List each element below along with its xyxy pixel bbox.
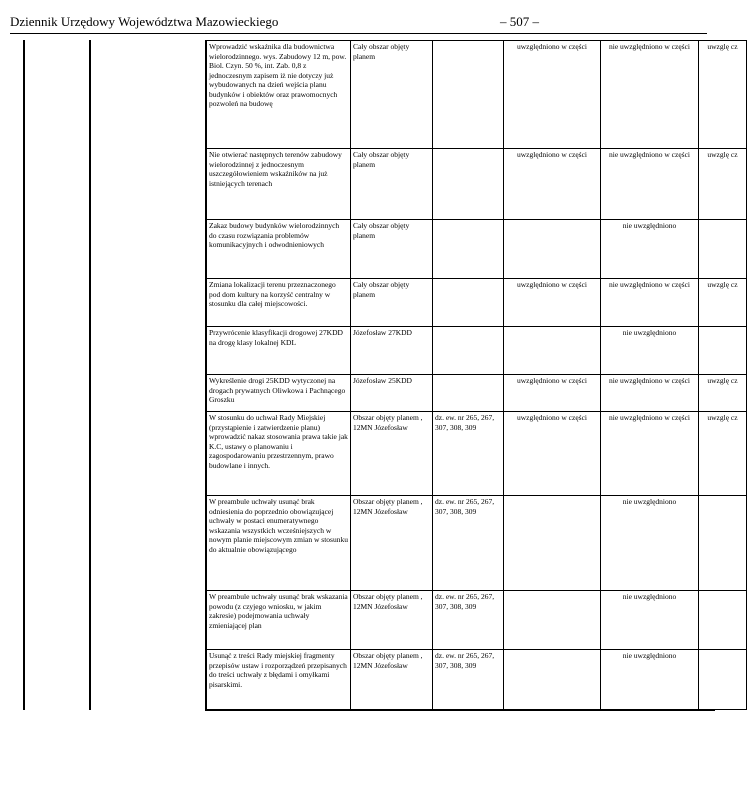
final-decision: uwzglę cz	[699, 279, 747, 327]
comment-area: Józefosław 27KDD	[351, 327, 433, 375]
comment-parcel	[433, 327, 504, 375]
comment-area: Obszar objęty planem , 12MN Józefosław	[351, 650, 433, 710]
comment-area: Józefosław 25KDD	[351, 375, 433, 412]
final-decision: uwzglę cz	[699, 375, 747, 412]
mayor-decision: uwzględniono w części	[504, 412, 601, 496]
final-decision: uwzglę cz	[699, 41, 747, 149]
comment-description: Usunąć z treści Rady miejskiej fragmenty przepisów ustaw i rozporządzeń przepisanych do treści uchwały z błędami i omyłkami pisarskimi.	[207, 650, 351, 710]
table-row	[207, 41, 747, 149]
final-decision: uwzglę cz	[699, 149, 747, 220]
comment-parcel	[433, 220, 504, 279]
comment-parcel: dz. ew. nr 265, 267, 307, 308, 309	[433, 496, 504, 591]
table-row	[207, 650, 747, 710]
comment-area: Obszar objęty planem , 12MN Józefosław	[351, 496, 433, 591]
comment-description: W stosunku do uchwał Rady Miejskiej (przystąpienie i zatwierdzenie planu) wprowadzić nakaz stosowania prawa takie jak K.C, ustawy o planowaniu i zagospodarowaniu przestrzennym, prawo budowlane i innych.	[207, 412, 351, 496]
council-decision: nie uwzględniono w części	[601, 149, 699, 220]
council-decision: nie uwzględniono	[601, 220, 699, 279]
mayor-decision: uwzględniono w części	[504, 41, 601, 149]
mayor-decision	[504, 496, 601, 591]
mayor-decision	[504, 220, 601, 279]
comment-area: Obszar objęty planem , 12MN Józefosław	[351, 412, 433, 496]
council-decision: nie uwzględniono	[601, 496, 699, 591]
final-decision	[699, 327, 747, 375]
comment-parcel: dz. ew. nr 265, 267, 307, 308, 309	[433, 650, 504, 710]
comment-area: Cały obszar objęty planem	[351, 41, 433, 149]
table-bottom-border	[205, 709, 715, 711]
table-row	[207, 375, 747, 412]
table-row	[207, 220, 747, 279]
mayor-decision: uwzględniono w części	[504, 149, 601, 220]
comment-parcel	[433, 279, 504, 327]
council-decision: nie uwzględniono	[601, 327, 699, 375]
final-decision	[699, 591, 747, 650]
table-row	[207, 496, 747, 591]
table-row	[207, 279, 747, 327]
comment-description: Wprowadzić wskaźnika dla budownictwa wielorodzinnego. wys. Zabudowy 12 m, pow. Biol. Czyn. 50 %, int. Zab. 0,8 z jednoczesnym zapisem iż nie dotyczy już wybudowanych na dzień wejścia planu budynków i obiektów oraz prawomocnych pozwoleń na budowę	[207, 41, 351, 149]
comment-description: Nie otwierać następnych terenów zabudowy wielorodzinnej z jednoczesnym uszczegółowieniem wskaźników na już istniejących terenach	[207, 149, 351, 220]
comment-area: Cały obszar objęty planem	[351, 149, 433, 220]
comment-area: Obszar objęty planem , 12MN Józefosław	[351, 591, 433, 650]
comment-parcel: dz. ew. nr 265, 267, 307, 308, 309	[433, 591, 504, 650]
table-row	[207, 327, 747, 375]
mayor-decision: uwzględniono w części	[504, 279, 601, 327]
final-decision	[699, 496, 747, 591]
journal-title: Dziennik Urzędowy Województwa Mazowieckiego	[10, 14, 279, 29]
council-decision: nie uwzględniono w części	[601, 279, 699, 327]
council-decision: nie uwzględniono	[601, 591, 699, 650]
table-row	[207, 591, 747, 650]
comment-parcel	[433, 41, 504, 149]
page-number: – 507 –	[500, 14, 539, 29]
council-decision: nie uwzględniono w części	[601, 375, 699, 412]
table-row	[207, 412, 747, 496]
comments-table	[206, 40, 747, 710]
comment-description: Wykreślenie drogi 25KDD wytyczonej na drogach prywatnych Oliwkowa i Pachnącego Groszku	[207, 375, 351, 412]
council-decision: nie uwzględniono w części	[601, 412, 699, 496]
comment-description: W preambule uchwały usunąć brak odniesienia do poprzednio obowiązującej uchwały w postaci enumeratywnego wskazania wszystkich wcześniejszych w nowym planie miejscowym zmian w stosunku do aktualnie obowiązującego	[207, 496, 351, 591]
mayor-decision	[504, 650, 601, 710]
left-column-line-2	[89, 40, 91, 710]
council-decision: nie uwzględniono w części	[601, 41, 699, 149]
comment-description: Zmiana lokalizacji terenu przeznaczonego pod dom kultury na korzyść centralny w stosunku dla całej miejscowości.	[207, 279, 351, 327]
final-decision: uwzglę cz	[699, 412, 747, 496]
mayor-decision: uwzględniono w części	[504, 375, 601, 412]
comment-parcel: dz. ew. nr 265, 267, 307, 308, 309	[433, 412, 504, 496]
table-row	[207, 149, 747, 220]
comment-parcel	[433, 149, 504, 220]
comment-description: Przywrócenie klasyfikacji drogowej 27KDD na drogę klasy lokalnej KDL	[207, 327, 351, 375]
comment-description: Zakaz budowy budynków wielorodzinnych do czasu rozwiązania problemów komunikacyjnych i odwodnieniowych	[207, 220, 351, 279]
comment-area: Cały obszar objęty planem	[351, 279, 433, 327]
mayor-decision	[504, 591, 601, 650]
final-decision	[699, 220, 747, 279]
comment-description: W preambule uchwały usunąć brak wskazania powodu (z czyjego wniosku, w jakim zakresie) podejmowania uchwały zmieniającej plan	[207, 591, 351, 650]
header-rule	[10, 33, 707, 34]
mayor-decision	[504, 327, 601, 375]
left-column-line-1	[23, 40, 25, 710]
comment-area: Cały obszar objęty planem	[351, 220, 433, 279]
council-decision: nie uwzględniono	[601, 650, 699, 710]
final-decision	[699, 650, 747, 710]
comment-parcel	[433, 375, 504, 412]
